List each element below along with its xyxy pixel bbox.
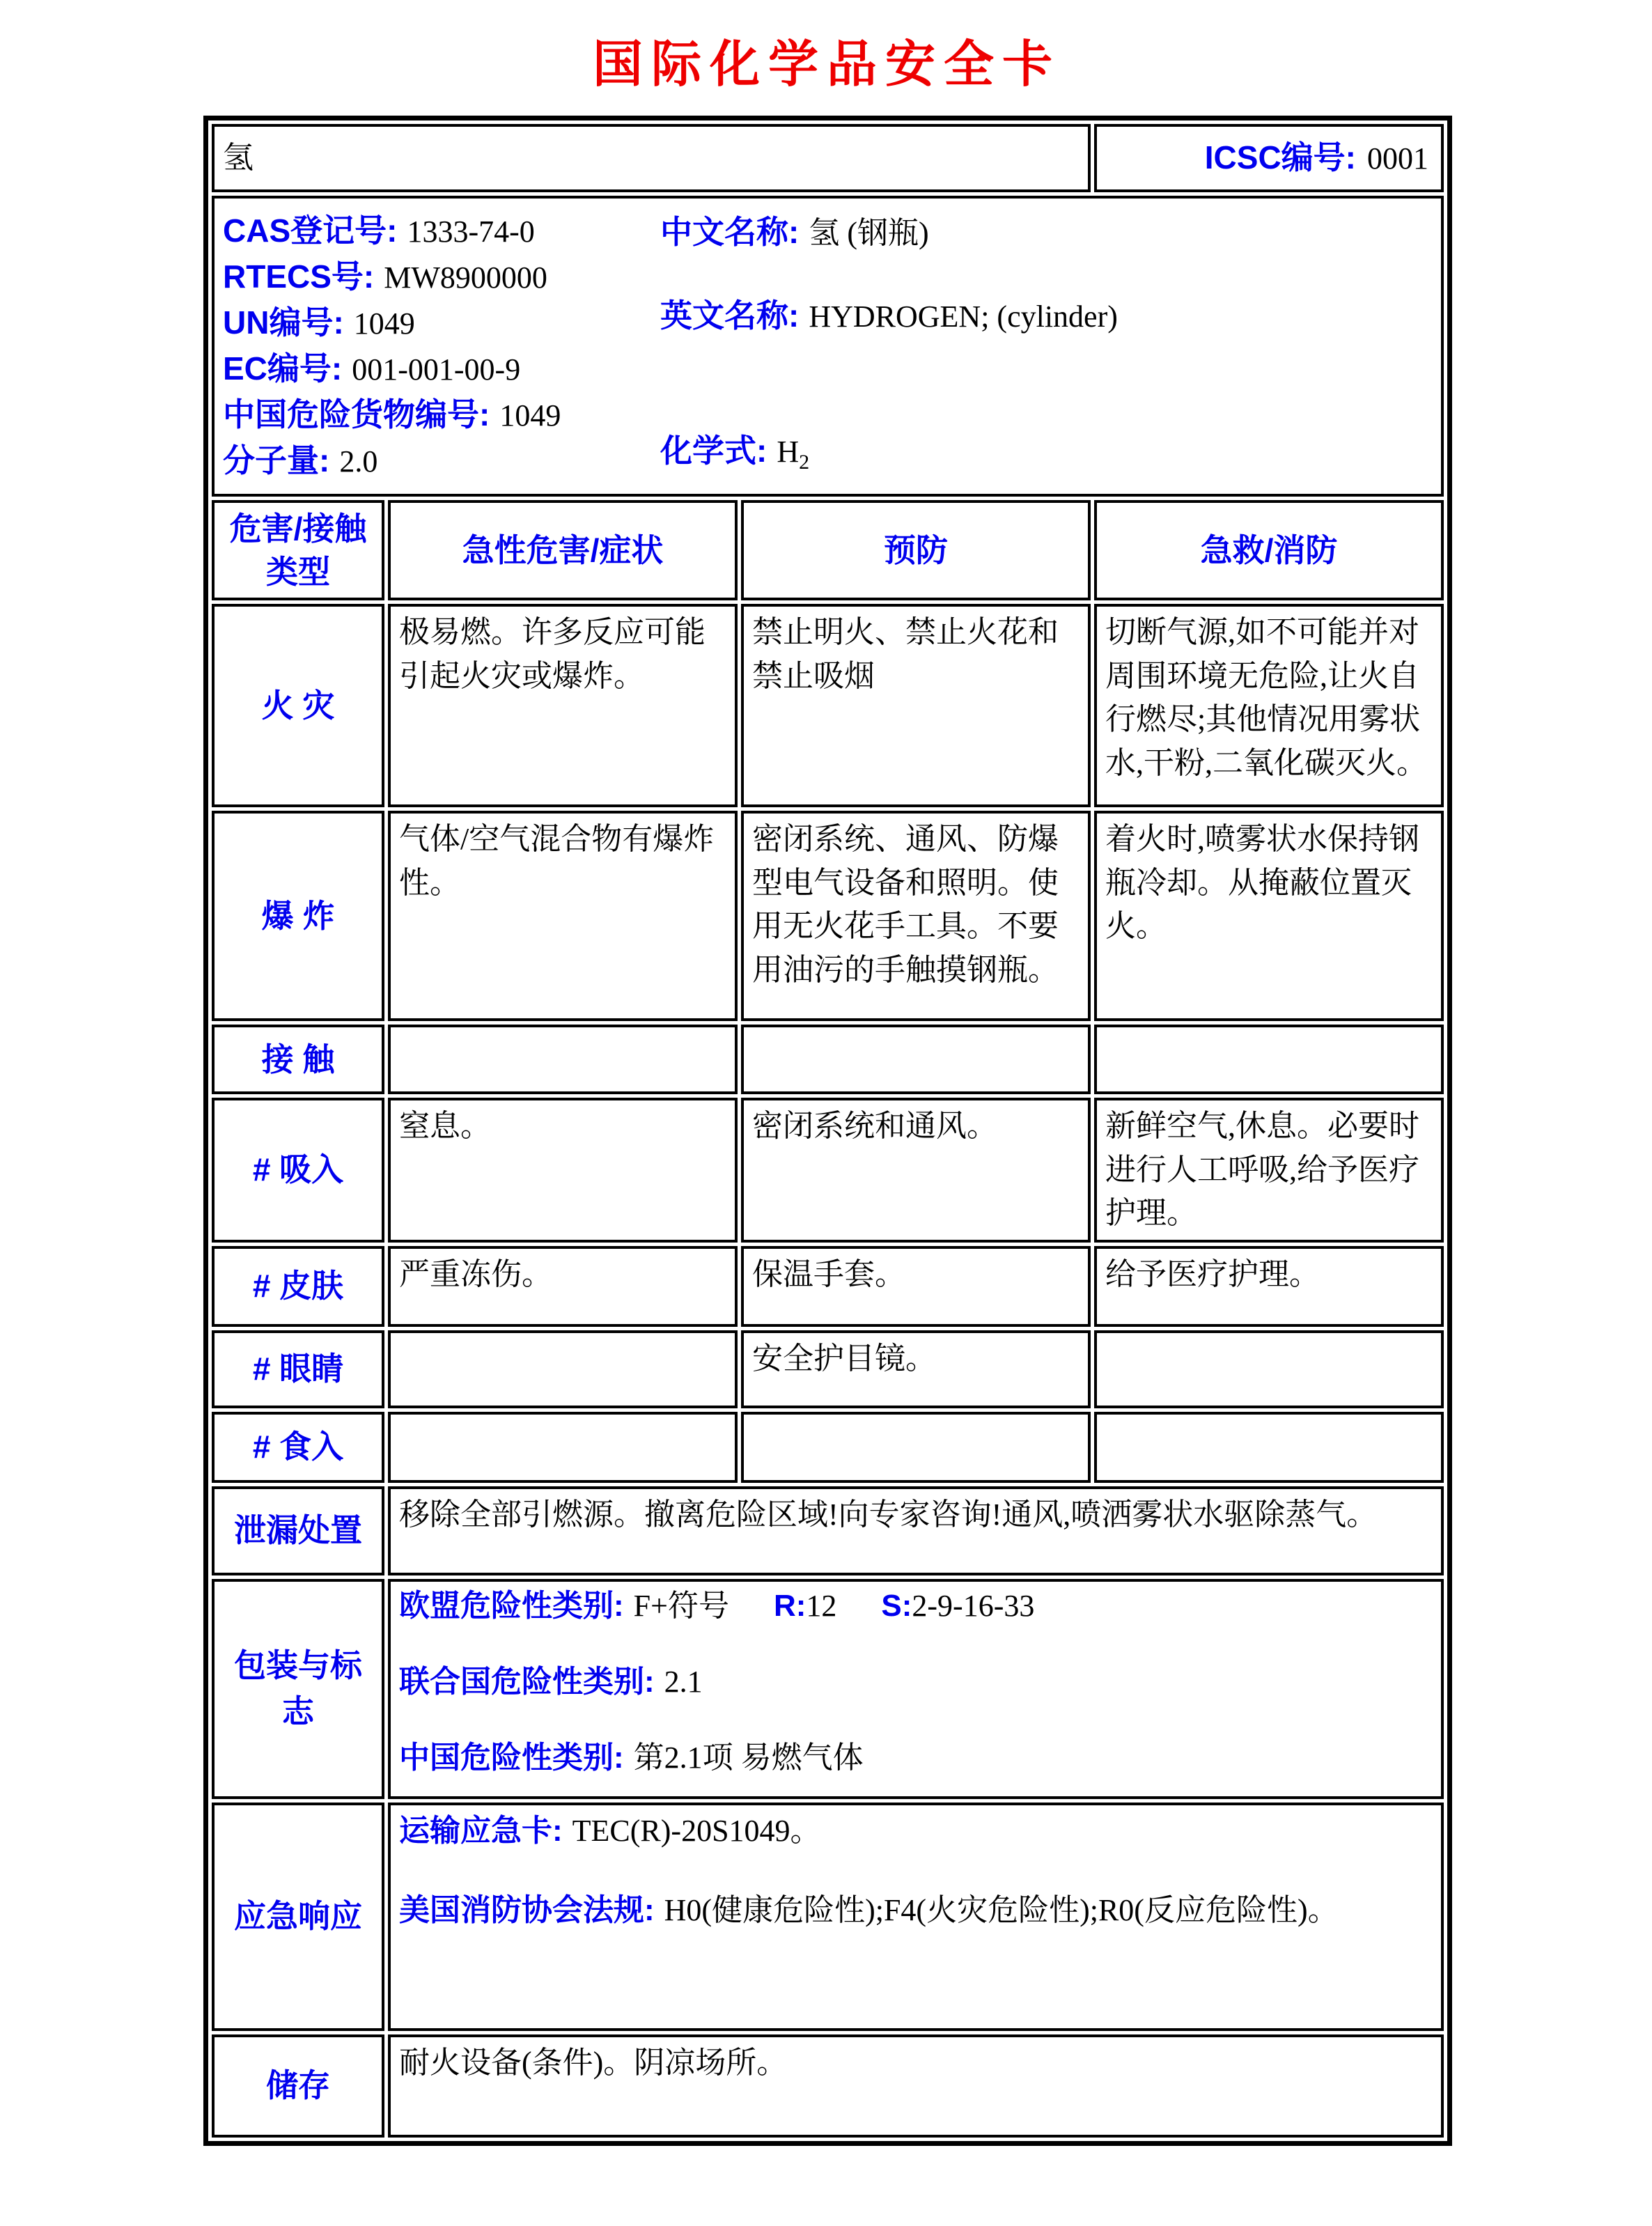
cn-dg-number-label: 中国危险货物编号: bbox=[223, 396, 490, 433]
substance-name: 氢 bbox=[212, 124, 1091, 192]
col-header-first-aid: 急救/消防 bbox=[1094, 500, 1444, 600]
skin-prevention: 保温手套。 bbox=[741, 1246, 1091, 1327]
cn-class-value: 第2.1项 易燃气体 bbox=[633, 1740, 864, 1775]
explosion-label: 爆 炸 bbox=[212, 811, 384, 1021]
eu-class-label: 欧盟危险性类别: bbox=[399, 1588, 624, 1623]
identification-cell bbox=[212, 196, 1444, 497]
fire-prevention: 禁止明火、禁止火花和禁止吸烟 bbox=[741, 604, 1091, 807]
inhalation-row bbox=[212, 1098, 1444, 1242]
un-class-value: 2.1 bbox=[664, 1664, 703, 1699]
s-phrase-value: 2-9-16-33 bbox=[912, 1588, 1035, 1623]
emergency-content bbox=[388, 1803, 1444, 2031]
ec-number-line bbox=[223, 346, 1433, 392]
col-header-symptoms: 急性危害/症状 bbox=[388, 500, 738, 600]
fire-first-aid: 切断气源,如不可能并对周围环境无危险,让火自行燃尽;其他情况用雾状水,干粉,二氧化碳灭火。 bbox=[1094, 604, 1444, 807]
un-number-label: UN编号: bbox=[223, 304, 344, 341]
rtecs-value: MW8900000 bbox=[384, 260, 547, 295]
fire-symptoms: 极易燃。许多反应可能引起火灾或爆炸。 bbox=[388, 604, 738, 807]
eyes-row bbox=[212, 1330, 1444, 1408]
identification-row bbox=[212, 196, 1444, 497]
ec-number-value: 001-001-00-9 bbox=[352, 352, 521, 387]
exposure-row bbox=[212, 1025, 1444, 1094]
packaging-label: 包装与标志 bbox=[212, 1579, 384, 1799]
emergency-label: 应急响应 bbox=[212, 1803, 384, 2031]
emergency-row bbox=[212, 1803, 1444, 2031]
formula-value: $H_2$ bbox=[777, 435, 810, 474]
ingestion-row bbox=[212, 1412, 1444, 1483]
packaging-row bbox=[212, 1579, 1444, 1799]
nfpa-line bbox=[399, 1889, 1433, 1932]
exposure-prevention bbox=[741, 1025, 1091, 1094]
fire-label: 火 灾 bbox=[212, 604, 384, 807]
icsc-number-value: 0001 bbox=[1367, 141, 1428, 176]
un-class-line bbox=[399, 1662, 1433, 1702]
tec-line bbox=[399, 1809, 1433, 1853]
exposure-symptoms bbox=[388, 1025, 738, 1094]
skin-symptoms: 严重冻伤。 bbox=[388, 1246, 738, 1327]
un-number-value: 1049 bbox=[353, 306, 415, 341]
storage-row bbox=[212, 2034, 1444, 2138]
exposure-label: 接 触 bbox=[212, 1025, 384, 1094]
cn-name-line bbox=[660, 210, 929, 255]
exposure-first-aid bbox=[1094, 1025, 1444, 1094]
skin-first-aid: 给予医疗护理。 bbox=[1094, 1246, 1444, 1327]
packaging-content bbox=[388, 1579, 1444, 1799]
nfpa-label: 美国消防协会法规: bbox=[399, 1893, 655, 1928]
eu-class-line bbox=[399, 1586, 1433, 1626]
r-phrase-label: R: bbox=[773, 1588, 806, 1623]
inhalation-prevention: 密闭系统和通风。 bbox=[741, 1098, 1091, 1242]
explosion-prevention: 密闭系统、通风、防爆型电气设备和照明。使用无火花手工具。不要用油污的手触摸钢瓶。 bbox=[741, 811, 1091, 1021]
formula-line bbox=[660, 428, 809, 477]
eu-class-value: F+符号 bbox=[633, 1588, 729, 1623]
column-header-row bbox=[212, 500, 1444, 600]
spillage-row bbox=[212, 1486, 1444, 1575]
fire-row bbox=[212, 604, 1444, 807]
substance-row bbox=[212, 124, 1444, 192]
un-class-label: 联合国危险性类别: bbox=[399, 1664, 655, 1699]
cn-dg-number-value: 1049 bbox=[499, 398, 561, 433]
ingestion-symptoms bbox=[388, 1412, 738, 1483]
inhalation-first-aid: 新鲜空气,休息。必要时进行人工呼吸,给予医疗护理。 bbox=[1094, 1098, 1444, 1242]
molecular-weight-line bbox=[223, 438, 1433, 484]
en-name-label: 英文名称: bbox=[660, 297, 800, 334]
icsc-number-label: ICSC编号: bbox=[1204, 139, 1356, 176]
r-phrase-value: 12 bbox=[806, 1588, 837, 1623]
ec-number-label: EC编号: bbox=[223, 350, 343, 387]
molecular-weight-label: 分子量: bbox=[223, 442, 330, 478]
explosion-first-aid: 着火时,喷雾状水保持钢瓶冷却。从掩蔽位置灭火。 bbox=[1094, 811, 1444, 1021]
cn-class-label: 中国危险性类别: bbox=[399, 1740, 624, 1775]
skin-row bbox=[212, 1246, 1444, 1327]
inhalation-symptoms: 窒息。 bbox=[388, 1098, 738, 1242]
storage-label: 储存 bbox=[212, 2034, 384, 2138]
inhalation-label: # 吸入 bbox=[212, 1098, 384, 1242]
cas-label: CAS登记号: bbox=[223, 212, 398, 249]
s-phrase-label: S: bbox=[881, 1588, 912, 1623]
en-name-value: HYDROGEN; (cylinder) bbox=[809, 299, 1118, 334]
spillage-text: 移除全部引燃源。撤离危险区域!向专家咨询!通风,喷洒雾状水驱除蒸气。 bbox=[388, 1486, 1444, 1575]
spillage-label: 泄漏处置 bbox=[212, 1486, 384, 1575]
tec-value: TEC(R)-20S1049。 bbox=[572, 1813, 821, 1848]
icsc-table bbox=[203, 116, 1452, 2146]
explosion-row bbox=[212, 811, 1444, 1021]
skin-label: # 皮肤 bbox=[212, 1246, 384, 1327]
storage-text: 耐火设备(条件)。阴凉场所。 bbox=[388, 2034, 1444, 2138]
cn-name-label: 中文名称: bbox=[660, 214, 800, 250]
rtecs-label: RTECS号: bbox=[223, 258, 375, 295]
cn-dg-number-line bbox=[223, 392, 1433, 438]
ingestion-prevention bbox=[741, 1412, 1091, 1483]
col-header-hazard-type: 危害/接触 类型 bbox=[212, 500, 384, 600]
ingestion-first-aid bbox=[1094, 1412, 1444, 1483]
explosion-symptoms: 气体/空气混合物有爆炸性。 bbox=[388, 811, 738, 1021]
icsc-number-cell bbox=[1094, 124, 1444, 192]
cn-name-value: 氢 (钢瓶) bbox=[809, 216, 929, 250]
cas-value: 1333-74-0 bbox=[407, 215, 535, 249]
formula-label: 化学式: bbox=[660, 433, 767, 469]
nfpa-value: H0(健康危险性);F4(火灾危险性);R0(反应危险性)。 bbox=[664, 1893, 1339, 1928]
eyes-prevention: 安全护目镜。 bbox=[741, 1330, 1091, 1408]
en-name-line bbox=[660, 293, 1118, 338]
eyes-label: # 眼睛 bbox=[212, 1330, 384, 1408]
tec-label: 运输应急卡: bbox=[399, 1813, 563, 1848]
molecular-weight-value: 2.0 bbox=[339, 444, 378, 478]
eyes-symptoms bbox=[388, 1330, 738, 1408]
cn-class-line bbox=[399, 1738, 1433, 1777]
page-title: 国际化学品安全卡 bbox=[592, 37, 1061, 93]
ingestion-label: # 食入 bbox=[212, 1412, 384, 1483]
col-header-prevention: 预防 bbox=[741, 500, 1091, 600]
eyes-first-aid bbox=[1094, 1330, 1444, 1408]
